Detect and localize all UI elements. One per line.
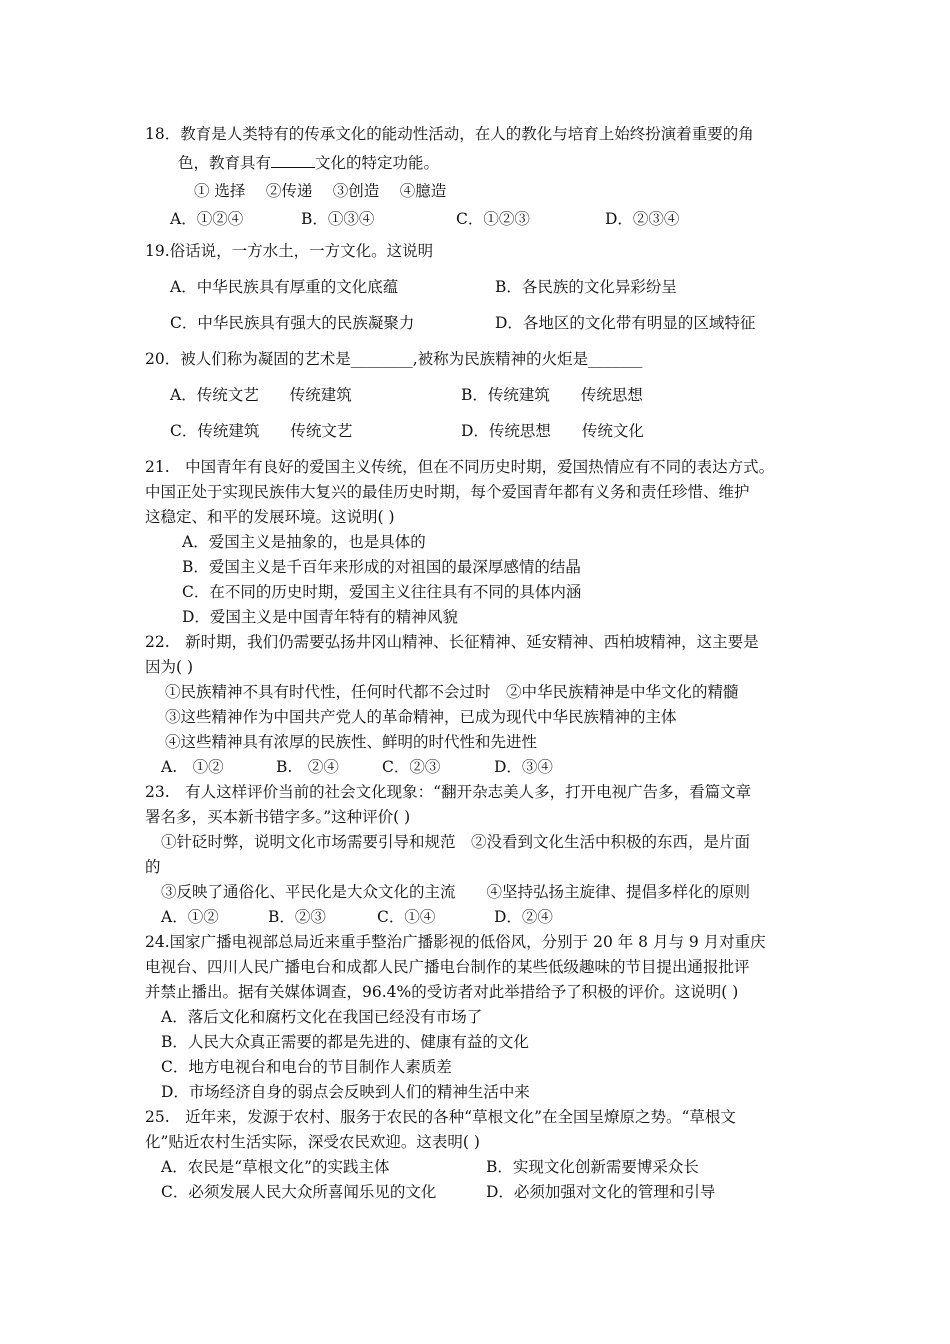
q25-stem-line2: 化”贴近农村生活实际，深受农民欢迎。这表明( ) <box>145 1133 480 1151</box>
q18-stem-line1: 18．教育是人类特有的传承文化的能动性活动，在人的教化与培育上始终扮演着重要的角 <box>145 125 754 143</box>
q22-option-b: B. ②④ <box>276 758 339 776</box>
q18-option-a: A．①②④ <box>170 210 244 228</box>
q21-stem-line3: 这稳定、和平的发展环境。这说明( ) <box>145 508 395 526</box>
q19-option-d: D．各地区的文化带有明显的区域特征 <box>495 314 756 332</box>
q25-option-a: A．农民是“草根文化”的实践主体 <box>161 1158 390 1176</box>
q24-stem-line1: 24.国家广播电视部总局近来重手整治广播影视的低俗风，分别于 20 年 8 月与 9 月对重庆 <box>145 933 766 951</box>
q20-option-c: C．传统建筑 传统文艺 <box>170 422 353 440</box>
q23-item-1-2: ①针砭时弊，说明文化市场需要引导和规范 ②没看到文化生活中积极的东西，是片面 <box>161 833 751 851</box>
q23-item-2-cont: 的 <box>145 858 161 876</box>
q21-stem-line2: 中国正处于实现民族伟大复兴的最佳历史时期，每个爱国青年都有义务和责任珍惜、维护 <box>145 483 750 501</box>
q23-option-b: B．②③ <box>268 908 326 926</box>
q19-stem: 19.俗话说，一方水土，一方文化。这说明 <box>145 242 434 260</box>
q18-stem-part2: 文化的特定功能。 <box>315 154 440 172</box>
q24-option-d: D．市场经济自身的弱点会反映到人们的精神生活中来 <box>161 1083 530 1101</box>
q23-item-3-4: ③反映了通俗化、平民化是大众文化的主流 ④坚持弘扬主旋律、提倡多样化的原则 <box>161 883 751 901</box>
q21-option-a: A．爱国主义是抽象的，也是具体的 <box>182 533 426 551</box>
q22-option-d: D．③④ <box>494 758 553 776</box>
q20-option-d: D．传统思想 传统文化 <box>461 422 644 440</box>
q18-option-b: B．①③④ <box>301 210 375 228</box>
q23-stem-line1: 23. 有人这样评价当前的社会文化现象：“翻开杂志美人多，打开电视广告多，看篇文章 <box>145 783 752 801</box>
q21-option-d: D．爱国主义是中国青年特有的精神风貌 <box>182 608 458 626</box>
q22-stem-line2: 因为( ) <box>145 658 194 676</box>
q20-stem: 20．被人们称为凝固的艺术是________,被称为民族精神的火炬是_______ <box>145 350 643 368</box>
q18-fill-blank <box>271 153 315 168</box>
q25-stem-line1: 25. 近年来，发源于农村、服务于农民的各种“草根文化”在全国呈燎原之势。“草根文 <box>145 1108 736 1126</box>
q25-option-b: B．实现文化创新需要博采众长 <box>486 1158 699 1176</box>
q18-items: ① 选择 ②传递 ③创造 ④臆造 <box>194 182 447 200</box>
q22-item-3: ③这些精神作为中国共产党人的革命精神，已成为现代中华民族精神的主体 <box>165 708 677 726</box>
q18-option-d: D．②③④ <box>605 210 680 228</box>
q19-option-a: A．中华民族具有厚重的文化底蕴 <box>170 278 399 296</box>
q24-option-b: B．人民大众真正需要的都是先进的、健康有益的文化 <box>161 1033 529 1051</box>
q23-option-d: D．②④ <box>494 908 553 926</box>
q24-option-c: C．地方电视台和电台的节目制作人素质差 <box>161 1058 452 1076</box>
q18-stem-line2 <box>178 153 439 173</box>
q19-option-c: C．中华民族具有强大的民族凝聚力 <box>170 314 415 332</box>
q22-item-4: ④这些精神具有浓厚的民族性、鲜明的时代性和先进性 <box>165 733 538 751</box>
q21-option-c: C．在不同的历史时期，爱国主义往往具有不同的具体内涵 <box>182 583 582 601</box>
q24-stem-line2: 电视台、四川人民广播电台和成都人民广播电台制作的某些低级趣味的节目提出通报批评 <box>145 958 750 976</box>
q25-option-c: C．必须发展人民大众所喜闻乐见的文化 <box>161 1183 437 1201</box>
q24-option-a: A．落后文化和腐朽文化在我国已经没有市场了 <box>161 1008 483 1026</box>
q18-stem-part1: 色，教育具有 <box>178 154 272 172</box>
q22-item-1-2: ①民族精神不具有时代性，任何时代都不会过时 ②中华民族精神是中华文化的精髓 <box>165 683 739 701</box>
q22-option-a: A. ①② <box>161 758 224 776</box>
q22-stem-line1: 22. 新时期，我们仍需要弘扬井冈山精神、长征精神、延安精神、西柏坡精神，这主要是 <box>145 633 759 651</box>
q20-option-a: A．传统文艺 传统建筑 <box>170 386 352 404</box>
q19-option-b: B．各民族的文化异彩纷呈 <box>495 278 677 296</box>
q18-option-c: C．①②③ <box>456 210 530 228</box>
q24-stem-line3: 并禁止播出。据有关媒体调查，96.4%的受访者对此举措给予了积极的评价。这说明( ) <box>145 983 739 1001</box>
q21-stem-line1: 21. 中国青年有良好的爱国主义传统，但在不同历史时期，爱国热情应有不同的表达方式。 <box>145 458 775 476</box>
q23-option-a: A．①② <box>161 908 219 926</box>
q22-option-c: C．②③ <box>382 758 441 776</box>
q21-option-b: B．爱国主义是千百年来形成的对祖国的最深厚感情的结晶 <box>182 558 581 576</box>
q23-option-c: C．①④ <box>377 908 436 926</box>
q25-option-d: D．必须加强对文化的管理和引导 <box>486 1183 716 1201</box>
q23-stem-line2: 署名多，买本新书错字多。”这种评价( ) <box>145 808 411 826</box>
q20-option-b: B．传统建筑 传统思想 <box>461 386 643 404</box>
